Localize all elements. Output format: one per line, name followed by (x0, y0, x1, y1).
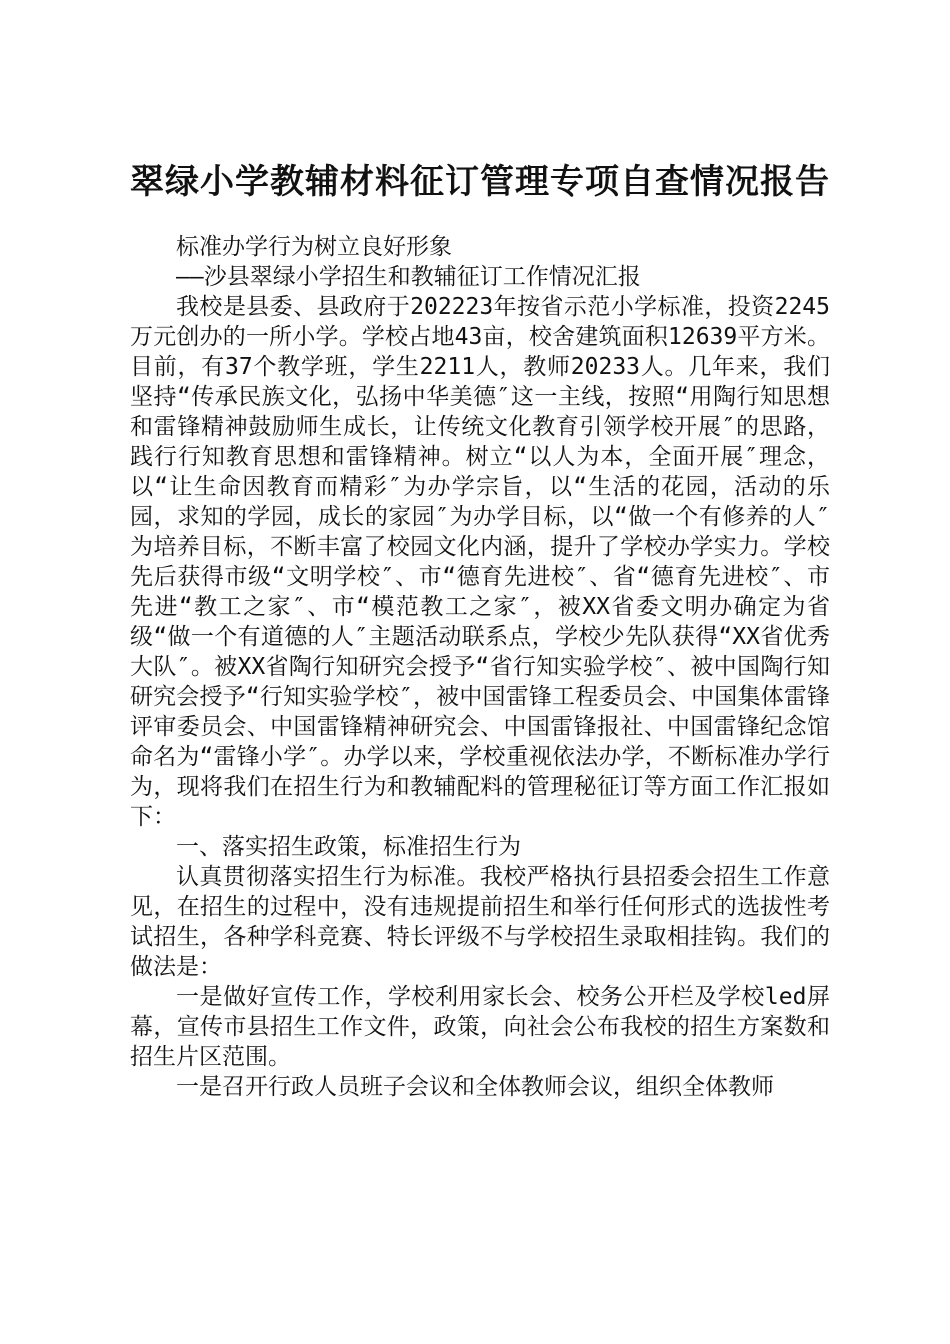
document-title: 翠绿小学教辅材料征订管理专项自查情况报告 (130, 162, 830, 202)
paragraph-point-1: 一是做好宣传工作，学校利用家长会、校务公开栏及学校led屏幕，宣传市县招生工作文件，政策，向社会公布我校的招生方案数和招生片区范围。 (130, 984, 830, 1070)
byline: ——沙县翠绿小学招生和教辅征订工作情况汇报 (176, 264, 641, 290)
section-heading: 一、落实招生政策，标准招生行为 (176, 834, 521, 860)
subtitle: 标准办学行为树立良好形象 (176, 234, 452, 260)
paragraph-intro: 我校是县委、县政府于202223年按省示范小学标准，投资2245万元创办的一所小学。学校占地43亩，校舍建筑面积12639平方米。目前，有37个教学班，学生2211人，教师20233人。几年来，我们坚持“传承民族文化，弘扬中华美德″这一主线，按照“用陶行知思想和雷锋精神鼓励师生成长，让传统文化教育引领学校开展″的思路，践行行知教育思想和雷锋精神。树立“以人为本，全面开展″理念，以“让生命因教育而精彩″为办学宗旨，以“生活的花园，活动的乐园，求知的学园，成长的家园″为办学目标，以“做一个有修养的人″为培养目标，不断丰富了校园文化内涵，提升了学校办学实力。学校先后获得市级“文明学校″、市“德育先进校″、省“德育先进校″、市先进“教工之家″、市“模范教工之家″，被XX省委文明办确定为省级“做一个有道德的人″主题活动联系点，学校少先队获得“XX省优秀大队″。被XX省陶行知研究会授予“省行知实验学校″、被中国陶行知研究会授予“行知实验学校″，被中国雷锋工程委员会、中国集体雷锋评审委员会、中国雷锋精神研究会、中国雷锋报社、中国雷锋纪念馆命名为“雷锋小学″。办学以来，学校重视依法办学，不断标准办学行为，现将我们在招生行为和教辅配料的管理秘征订等方面工作汇报如下： (130, 294, 830, 830)
paragraph-point-2: 一是召开行政人员班子会议和全体教师会议，组织全体教师 (176, 1074, 774, 1100)
paragraph-policy: 认真贯彻落实招生行为标准。我校严格执行县招委会招生工作意见，在招生的过程中，没有违规提前招生和举行任何形式的选拔性考试招生，各种学科竞赛、特长评级不与学校招生录取相挂钩。我们的做法是： (130, 864, 830, 980)
document-body (130, 232, 830, 1102)
